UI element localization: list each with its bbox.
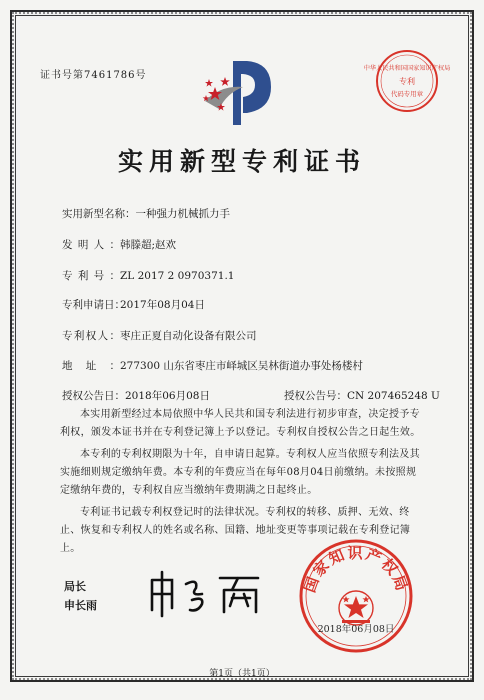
body-paragraph-2: 本专利的专利权期限为十年，自申请日起算。专利权人应当依照专利法及其实施细则规定缴纳年费。本专利的年费应当在每年08月04日前缴纳。未按照规定缴纳年费的，专利权自应当缴纳年费期满之日起终止。: [60, 449, 420, 497]
body-paragraph-3: 专利证书记载专利权登记时的法律状况。专利权的转移、质押、无效、终止、恢复和专利权人的姓名或名称、国籍、地址变更等事项记载在专利登记簿上。: [60, 507, 411, 555]
certificate-title: 实用新型专利证书: [117, 147, 366, 176]
patent-office-seal-top-icon: [363, 48, 451, 114]
page-number: 第1页（共1页）: [209, 669, 275, 679]
seal-top-line-1: 中华人民共和国国家知识产权局: [363, 65, 451, 72]
certificate-number: 证书号第7461786号: [40, 70, 147, 81]
body-paragraph-1: 本实用新型经过本局依照中华人民共和国专利法进行初步审查，决定授予专利权，颁发本证书并在专利登记簿上予以登记。专利权自授权公告之日起生效。: [60, 409, 421, 439]
field-patentee: [62, 328, 257, 343]
field-grant-row: [62, 388, 440, 403]
field-grant-number: [284, 388, 440, 403]
national-ip-office-seal-icon: [296, 536, 416, 656]
handwritten-signature: [146, 570, 266, 616]
field-value: ZL 2017 2 0970371.1: [120, 270, 235, 282]
field-label: 地址：: [62, 360, 120, 372]
field-address: [62, 358, 363, 373]
field-value: 2018年06月08日: [125, 390, 210, 402]
field-label: 专利号：: [62, 270, 120, 282]
field-value: 韩滕超;赵欢: [120, 239, 177, 251]
field-value: 一种强力机械抓力手: [135, 208, 230, 220]
field-label: 实用新型名称：: [62, 208, 136, 220]
field-inventor: [62, 237, 176, 252]
field-value: CN 207465248 U: [347, 390, 440, 402]
field-label: 授权公告日：: [62, 390, 125, 402]
patent-office-logo-icon: [203, 57, 275, 127]
field-filing-date: [62, 297, 205, 312]
seal-date: 2018年06月08日: [317, 624, 395, 635]
field-utility-model-name: [62, 206, 230, 221]
field-value: 2017年08月04日: [120, 299, 205, 311]
field-label: 专利权人：: [62, 330, 120, 342]
field-label: 发明人：: [62, 239, 120, 251]
field-value: 277300 山东省枣庄市峄城区吴林街道办事处杨楼村: [120, 360, 363, 372]
field-value: 枣庄正夏自动化设备有限公司: [120, 330, 257, 342]
field-grant-date: [62, 390, 210, 402]
field-label: 授权公告号：: [284, 390, 347, 402]
seal-top-line-3: 代码专用章: [391, 90, 423, 98]
seal-bottom-text: 国家知识产权局: [300, 544, 412, 595]
svg-text:国家知识产权局: [301, 544, 412, 595]
field-label: 专利申请日：: [62, 299, 125, 311]
director-name: 申长雨: [64, 599, 97, 612]
director-title: 局长: [64, 580, 86, 593]
field-patent-number: [62, 268, 234, 283]
seal-top-line-2: 专利: [399, 77, 415, 86]
